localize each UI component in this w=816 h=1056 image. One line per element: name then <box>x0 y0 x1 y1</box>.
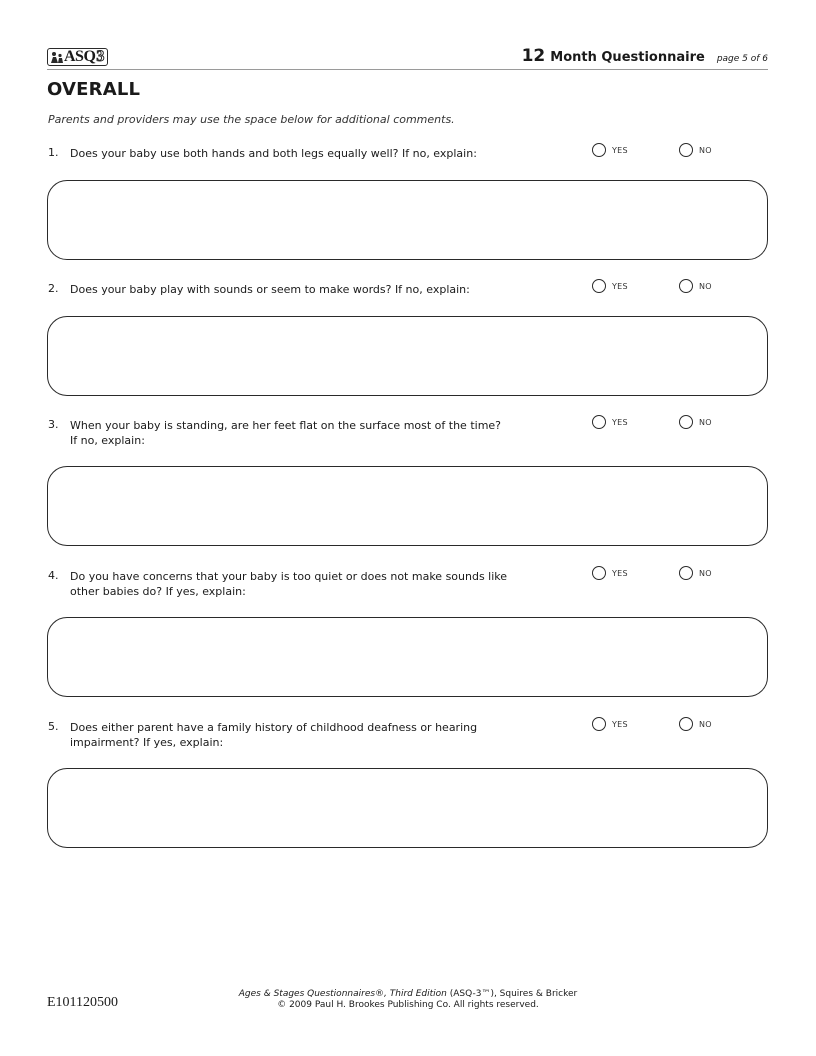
citation-line <box>230 989 586 1000</box>
no-option[interactable] <box>679 279 712 293</box>
no-label: NO <box>699 145 712 155</box>
question-number: 3. <box>48 418 59 431</box>
comment-box[interactable] <box>47 466 768 546</box>
question-line: Does your baby use both hands and both legs equally well? If no, explain: <box>70 147 477 160</box>
yes-option[interactable] <box>592 717 628 731</box>
no-option[interactable] <box>679 566 712 580</box>
comment-box[interactable] <box>47 316 768 396</box>
question-text <box>70 569 540 599</box>
section-title: OVERALL <box>47 79 141 100</box>
page-label: page 5 of 6 <box>716 54 768 64</box>
question-line: other babies do? If yes, explain: <box>70 585 246 598</box>
no-option[interactable] <box>679 717 712 731</box>
question-line: Does your baby play with sounds or seem to make words? If no, explain: <box>70 283 470 296</box>
question-number: 4. <box>48 569 59 582</box>
family-icon <box>50 51 64 64</box>
no-label: NO <box>699 719 712 729</box>
form-id: E101120500 <box>47 995 119 1010</box>
question-line: When your baby is standing, are her feet flat on the surface most of the time? <box>70 419 502 432</box>
comment-box[interactable] <box>47 617 768 697</box>
citation-title: Ages & Stages Questionnaires®, Third Edition <box>238 989 447 999</box>
yes-radio[interactable] <box>592 717 606 731</box>
yes-option[interactable] <box>592 279 628 293</box>
question-text <box>70 146 540 161</box>
no-radio[interactable] <box>679 415 693 429</box>
question-number: 5. <box>48 720 59 733</box>
yes-label: YES <box>612 719 628 729</box>
yes-radio[interactable] <box>592 279 606 293</box>
section-instructions: Parents and providers may use the space below for additional comments. <box>48 113 455 126</box>
yes-option[interactable] <box>592 566 628 580</box>
no-radio[interactable] <box>679 566 693 580</box>
no-label: NO <box>699 417 712 427</box>
yes-option[interactable] <box>592 143 628 157</box>
yes-option[interactable] <box>592 415 628 429</box>
question-text <box>70 418 540 448</box>
citation-authors: (ASQ-3™), Squires & Bricker <box>446 989 578 999</box>
question-line: Does either parent have a family history of childhood deafness or hearing <box>70 721 478 734</box>
asq3-logo <box>47 47 108 67</box>
questionnaire-header <box>522 46 768 66</box>
question-line: Do you have concerns that your baby is too quiet or does not make sounds like <box>70 570 508 583</box>
questionnaire-title: Month Questionnaire <box>550 50 705 65</box>
yes-label: YES <box>612 281 628 291</box>
no-label: NO <box>699 568 712 578</box>
yes-radio[interactable] <box>592 143 606 157</box>
yes-radio[interactable] <box>592 566 606 580</box>
yes-radio[interactable] <box>592 415 606 429</box>
logo-number: 3 <box>96 48 105 65</box>
yes-label: YES <box>612 145 628 155</box>
question-line: If no, explain: <box>70 434 145 447</box>
age-number: 12 <box>521 46 546 66</box>
comment-box[interactable] <box>47 180 768 260</box>
question-text <box>70 720 540 750</box>
yes-label: YES <box>612 568 628 578</box>
question-text <box>70 282 540 297</box>
no-label: NO <box>699 281 712 291</box>
question-number: 1. <box>48 146 59 159</box>
question-number: 2. <box>48 282 59 295</box>
no-radio[interactable] <box>679 143 693 157</box>
footer-citation <box>230 989 586 1011</box>
no-radio[interactable] <box>679 717 693 731</box>
logo-text: ASQ <box>64 48 96 65</box>
comment-box[interactable] <box>47 768 768 848</box>
copyright-line: © 2009 Paul H. Brookes Publishing Co. All rights reserved. <box>277 1000 539 1010</box>
no-radio[interactable] <box>679 279 693 293</box>
no-option[interactable] <box>679 415 712 429</box>
header-divider <box>47 69 768 70</box>
no-option[interactable] <box>679 143 712 157</box>
yes-label: YES <box>612 417 628 427</box>
question-line: impairment? If yes, explain: <box>70 736 224 749</box>
